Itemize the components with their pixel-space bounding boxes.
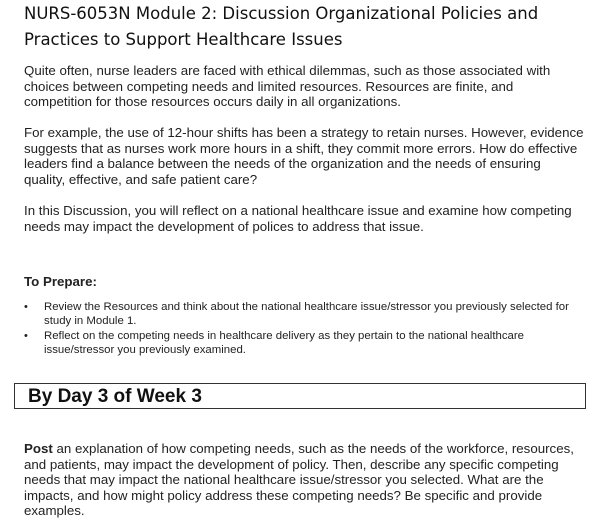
bullet-icon: • <box>24 330 28 343</box>
list-item-text: Review the Resources and think about the national healthcare issue/stressor you previously selected for study in Module 1. <box>44 301 569 327</box>
intro-paragraph: Quite often, nurse leaders are faced with ethical dilemmas, such as those associated with choices between competing needs and limited resources. Resources are finite, and competition for those resources occurs daily in all organizations. <box>24 63 551 110</box>
post-lead: Post <box>24 441 53 456</box>
bullet-icon: • <box>24 301 28 313</box>
page-title: NURS-6053N Module 2: Discussion Organizational Policies and Practices to Support Healthcare Issues <box>24 4 539 49</box>
discussion-paragraph: In this Discussion, you will reflect on a national healthcare issue and examine how competing needs may impact the development of polices to address that issue. <box>24 203 572 234</box>
day-heading: By Day 3 of Week 3 <box>28 386 202 407</box>
list-item <box>24 301 584 328</box>
post-paragraph <box>24 441 584 519</box>
to-prepare-list <box>24 301 584 359</box>
post-text: an explanation of how competing needs, such as the needs of the workforce, resources, and patients, may impact the development of policy. Then, describe any specific competing needs that may impact the national healthcare issue/stressor you selected. What are the impacts, and how might policy address these competing needs? Be specific and provide examples. <box>24 441 574 519</box>
to-prepare-heading: To Prepare: <box>24 274 97 289</box>
list-item <box>24 330 584 357</box>
list-item-text: Reflect on the competing needs in healthcare delivery as they pertain to the national healthcare issue/stressor you previously examined. <box>44 330 524 356</box>
example-paragraph: For example, the use of 12-hour shifts has been a strategy to retain nurses. However, evidence suggests that as nurses work more hours in a shift, they commit more errors. How do effective leaders find a balance between the needs of the organization and the needs of ensuring quality, effective, and safe patient care? <box>24 125 584 187</box>
